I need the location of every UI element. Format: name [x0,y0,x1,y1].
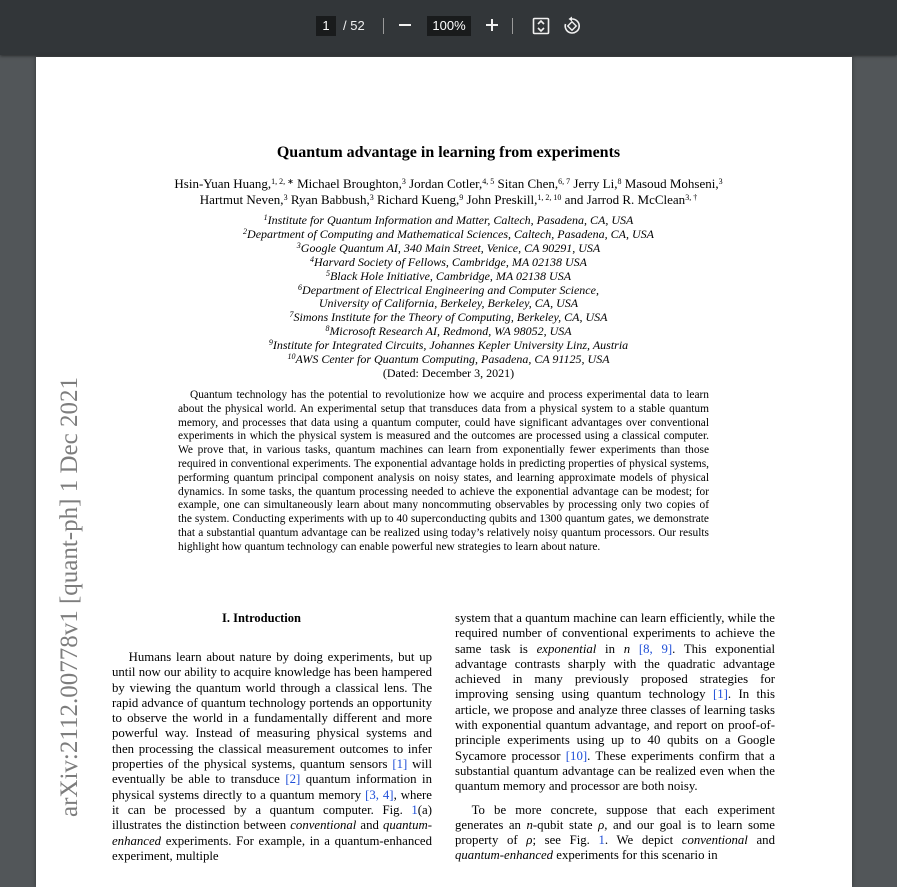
fit-page-icon[interactable] [531,16,551,36]
figure-link[interactable]: 1 [411,802,418,817]
citation-link[interactable]: [3, [365,787,379,802]
citation-link[interactable]: [10] [565,748,588,763]
page-count: / 52 [343,18,365,33]
affiliation: $^4$Harvard Society of Fellows, Cambridge, MA 02138 USA [310,255,587,269]
paper-date: (Dated: December 3, 2021) [382,366,515,380]
affiliation: $^7$Simons Institute for the Theory of Computing, Berkeley, CA, USA [289,310,608,324]
right-column [455,611,775,864]
paragraph: To be more concrete, suppose that each experiment generates an n-qubit state ρ, and our goal is to learn some property of ρ; see Fig. 1. We depict conventional and quantum-enhanced experiments for this scenario in [455,802,775,863]
abstract: Quantum technology has the potential to revolutionize how we acquire and process experimental data to learn about the physical world. An experimental setup that transduces data from a physical system to a stable quantum memory, and processes that data using a quantum computer, could have significant advantages over conventional experiments in which the physical system is measured and the outcomes are processed using a classical computer. We prove that, in various tasks, quantum machines can learn from exponentially fewer experiments than those required in conventional experiments. The exponential advantage holds in predicting properties of physical systems, performing quantum principal component analysis on noisy states, and learning approximate models of physical dynamics. In some tasks, the quantum processing needed to achieve the exponential advantage can be modest; for example, one can simultaneously learn about many noncommuting observables by processing only two copies of the system. Conducting experiments with up to 40 superconducting qubits and 1300 quantum gates, we demonstrate that a substantial quantum advantage can be realized using today’s relatively noisy quantum processors. Our results highlight how quantum technology can enable powerful new strategies to learn about nature. [178,389,709,553]
citation-link[interactable]: [1] [392,757,408,772]
author-line-2: Hartmut Neven,$^3$ Ryan Babbush,$^3$ Richard Kueng,$^9$ John Preskill,$^{1, 2, 10}$ and Jarrod R. McClean$^{3, \dagger}$ [199,192,698,207]
minus-icon[interactable] [399,24,411,26]
arxiv-identifier: arXiv:2112.00778v1 [quant-ph] 1 Dec 2021 [56,377,83,817]
paper-title: Quantum advantage in learning from experiments [276,144,621,161]
affiliation: University of California, Berkeley, Berkeley, CA, USA [318,296,579,310]
figure-link[interactable]: 1 [598,833,605,848]
zoom-level-input[interactable]: 100% [427,16,471,36]
plus-icon[interactable] [486,19,498,31]
affiliation: $^9$Institute for Integrated Circuits, Johannes Kepler University Linz, Austria [268,338,629,352]
paragraph: Humans learn about nature by doing experiments, but up until now our ability to acquire knowledge has been hampered by viewing the quantum world through a classical lens. The rapid advance of quantum technology portends an opportunity to observe the world in a fundamentally different and more powerful way. Instead of measuring physical systems and then processing the classical measurement outcomes to infer properties of the physical systems, quantum sensors [1] will eventually be able to transduce [2] quantum information in physical systems directly to a quantum memory [3, 4], where it can be processed by a quantum computer. Fig. 1(a) illustrates the distinction between conventional and quantum-enhanced experiments. For example, in a quantum-enhanced experiment, multiple [112,650,432,863]
citation-link[interactable]: [8, [638,641,653,656]
rotate-icon[interactable] [562,16,582,36]
toolbar-divider [383,18,384,34]
affiliation: $^2$Department of Computing and Mathematical Sciences, Caltech, Pasadena, CA, USA [243,227,654,241]
toolbar-divider [512,18,513,34]
affiliation: $^5$Black Hole Initiative, Cambridge, MA 02138 USA [325,269,572,283]
pdf-toolbar [0,0,897,55]
citation-link[interactable]: 4] [382,787,394,802]
citation-link[interactable]: [2] [285,772,301,787]
affiliation: $^8$Microsoft Research AI, Redmond, WA 98052, USA [325,324,572,338]
left-column [112,650,432,864]
affiliation: $^3$Google Quantum AI, 340 Main Street, Venice, CA 90291, USA [296,241,601,255]
author-line-1: Hsin-Yuan Huang,$^{1, 2, ∗}$ Michael Broughton,$^3$ Jordan Cotler,$^{4, 5}$ Sitan Chen,$^{6, 7}$ Jerry Li,$^8$ Masoud Mohseni,$^3$ [174,176,723,191]
page-number-input[interactable]: 1 [316,16,336,36]
affiliation: $^{10}$AWS Center for Quantum Computing, Pasadena, CA 91125, USA [287,352,610,366]
affiliation: $^1$Institute for Quantum Information and Matter, Caltech, Pasadena, CA, USA [263,213,634,227]
citation-link[interactable]: [1] [712,687,728,702]
section-heading: I. Introduction [222,611,301,625]
citation-link[interactable]: 9] [661,641,673,656]
paragraph: system that a quantum machine can learn efficiently, while the required number of conventional experiments to achieve the same task is exponential in n [8, 9]. This exponential advantage contrasts sharply with the quadratic advantage achieved in many previously proposed strategies for improving sensing using quantum technology [1]. In this article, we propose and analyze three classes of learning tasks with exponential quantum advantage, and report on proof-of-principle experiments using up to 40 qubits on a Google Sycamore processor [10]. These experiments confirm that a substantial quantum advantage can be realized even when the quantum memory and processor are both noisy. [455,611,776,794]
affiliation: $^6$Department of Electrical Engineering and Computer Science, [298,283,599,297]
